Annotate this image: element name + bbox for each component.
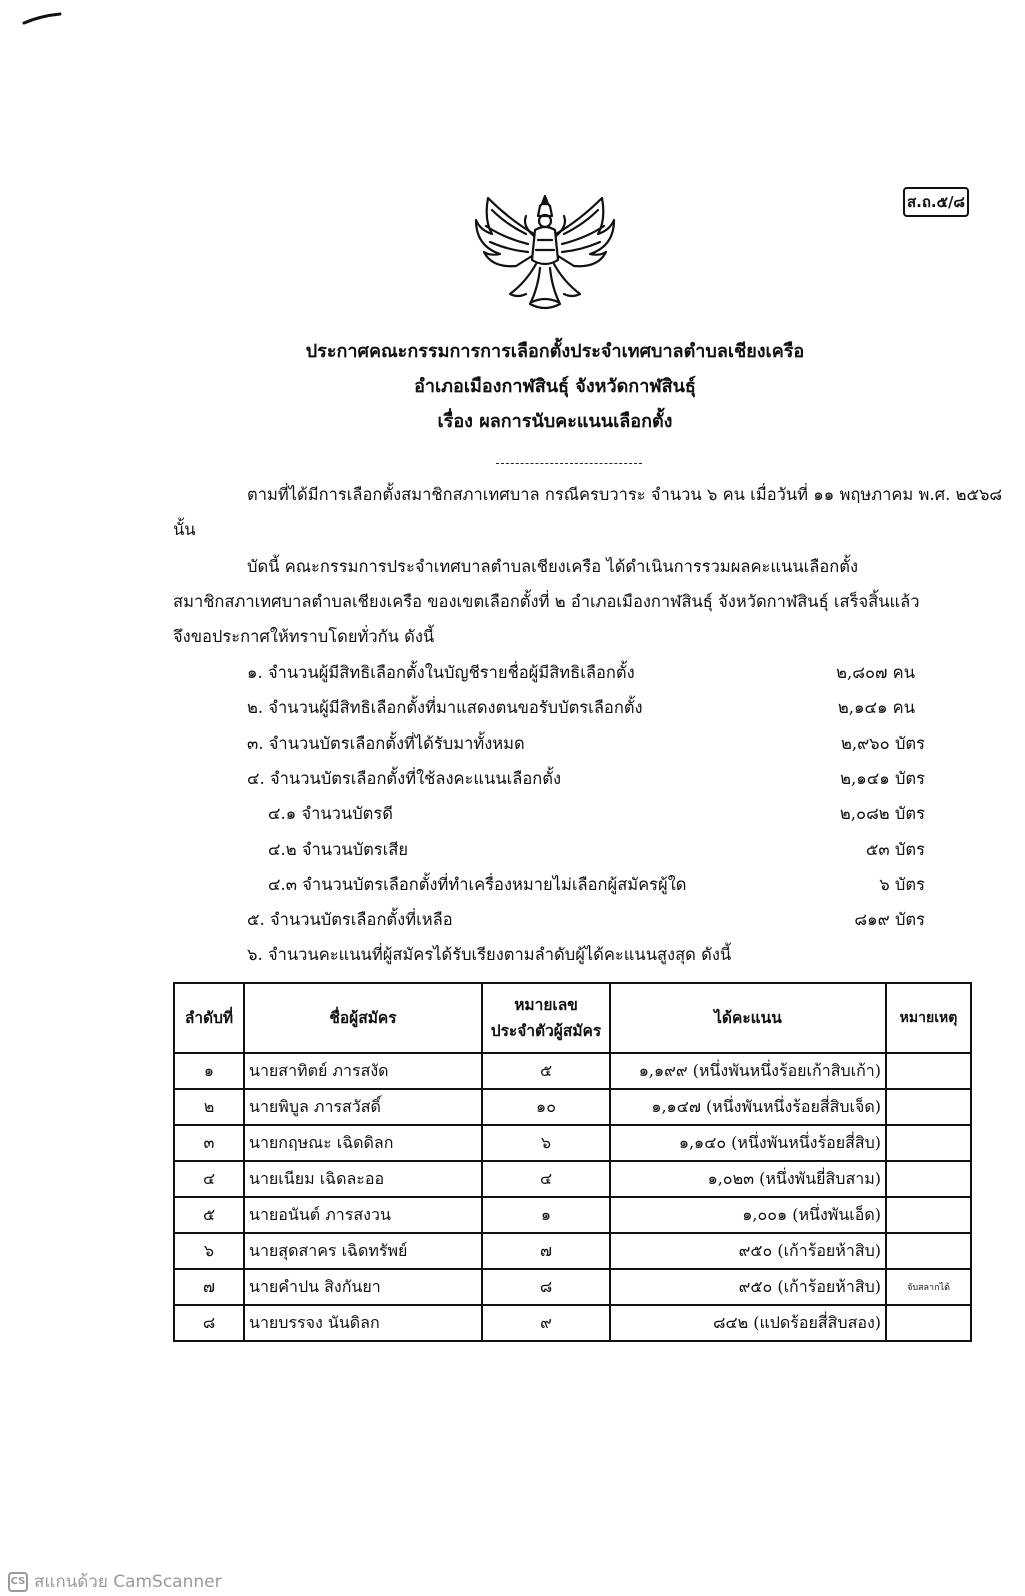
cell-score: ๑,๑๙๙ (หนึ่งพันหนึ่งร้อยเก้าสิบเก้า)	[610, 1053, 886, 1089]
header-score: ได้คะแนน	[610, 983, 886, 1053]
cell-score: ๘๔๒ (แปดร้อยสี่สิบสอง)	[610, 1305, 886, 1341]
cell-number: ๑	[482, 1197, 610, 1233]
stat-value: ๕๓ บัตร	[865, 840, 925, 859]
header-number	[482, 983, 610, 1053]
cell-number: ๑๐	[482, 1089, 610, 1125]
stat-value: ๘๑๙ บัตร	[854, 910, 925, 929]
cell-rank: ๖	[174, 1233, 244, 1269]
table-intro: ๖. จำนวนคะแนนที่ผู้สมัครได้รับเรียงตามลำดับผู้ได้คะแนนสูงสุด ดังนี้	[247, 945, 732, 964]
cell-name: นายพิบูล ภารสวัสดิ์	[244, 1089, 482, 1125]
table-row	[174, 1125, 971, 1161]
cell-name: นายสุดสาคร เฉิดทรัพย์	[244, 1233, 482, 1269]
cell-score: ๑,๐๒๓ (หนึ่งพันยี่สิบสาม)	[610, 1161, 886, 1197]
stat-label: ๔. จำนวนบัตรเลือกตั้งที่ใช้ลงคะแนนเลือกตั้ง	[247, 769, 562, 788]
cell-number: ๖	[482, 1125, 610, 1161]
stat-value: ๒,๐๘๒ บัตร	[839, 804, 925, 823]
paragraph-2-line-3: จึงขอประกาศให้ทราบโดยทั่วกัน ดังนี้	[173, 627, 435, 646]
paragraph-2-line-1: บัดนี้ คณะกรรมการประจำเทศบาลตำบลเชียงเครือ ได้ดำเนินการรวมผลคะแนนเลือกตั้ง	[247, 557, 859, 576]
stat-label: ๔.๒ จำนวนบัตรเสีย	[268, 840, 409, 859]
table-header-row	[174, 983, 971, 1053]
stat-label: ๔.๓ จำนวนบัตรเลือกตั้งที่ทำเครื่องหมายไม่เลือกผู้สมัครผู้ใด	[268, 875, 687, 894]
header-note: หมายเหตุ	[886, 983, 971, 1053]
cell-rank: ๑	[174, 1053, 244, 1089]
cell-rank: ๗	[174, 1269, 244, 1305]
cell-rank: ๔	[174, 1161, 244, 1197]
cell-note: จับสลากได้	[886, 1269, 971, 1305]
cell-note	[886, 1125, 971, 1161]
paragraph-1-line-2: นั้น	[173, 520, 196, 539]
cell-note	[886, 1233, 971, 1269]
cell-score: ๙๕๐ (เก้าร้อยห้าสิบ)	[610, 1269, 886, 1305]
header-name: ชื่อผู้สมัคร	[244, 983, 482, 1053]
cell-rank: ๓	[174, 1125, 244, 1161]
cell-rank: ๘	[174, 1305, 244, 1341]
results-table	[173, 982, 972, 1342]
header-rank: ลำดับที่	[174, 983, 244, 1053]
table-row	[174, 1305, 971, 1341]
heading-line-1: ประกาศคณะกรรมการการเลือกตั้งประจำเทศบาลตำบลเชียงเครือ	[305, 341, 805, 362]
heading-divider	[496, 463, 642, 464]
cell-score: ๑,๑๔๗ (หนึ่งพันหนึ่งร้อยสี่สิบเจ็ด)	[610, 1089, 886, 1125]
cell-score: ๑,๐๐๑ (หนึ่งพันเอ็ด)	[610, 1197, 886, 1233]
cell-score: ๑,๑๔๐ (หนึ่งพันหนึ่งร้อยสี่สิบ)	[610, 1125, 886, 1161]
cell-note	[886, 1161, 971, 1197]
camscanner-icon: CS	[8, 1572, 28, 1592]
stat-label: ๒. จำนวนผู้มีสิทธิเลือกตั้งที่มาแสดงตนขอรับบัตรเลือกตั้ง	[247, 698, 643, 717]
stat-label: ๑. จำนวนผู้มีสิทธิเลือกตั้งในบัญชีรายชื่อผู้มีสิทธิเลือกตั้ง	[247, 663, 635, 682]
table-row	[174, 1161, 971, 1197]
cell-number: ๙	[482, 1305, 610, 1341]
paragraph-2-line-2: สมาชิกสภาเทศบาลตำบลเชียงเครือ ของเขตเลือกตั้งที่ ๒ อำเภอเมืองกาฬสินธุ์ จังหวัดกาฬสินธุ์ เสร็จสิ้นแล้ว	[173, 592, 920, 611]
stat-value: ๒,๑๔๑ บัตร	[840, 769, 925, 788]
cell-name: นายอนันต์ ภารสงวน	[244, 1197, 482, 1233]
table-row	[174, 1053, 971, 1089]
header-number-line-2: ประจำตัวผู้สมัคร	[490, 1022, 602, 1040]
cell-rank: ๕	[174, 1197, 244, 1233]
stat-value: ๖ บัตร	[879, 875, 925, 894]
stat-label: ๓. จำนวนบัตรเลือกตั้งที่ได้รับมาทั้งหมด	[247, 734, 525, 753]
camscanner-watermark	[8, 1568, 222, 1595]
cell-number: ๘	[482, 1269, 610, 1305]
garuda-emblem-icon	[470, 190, 620, 315]
cell-number: ๕	[482, 1053, 610, 1089]
pen-mark	[22, 10, 62, 26]
cell-name: นายสาทิตย์ ภารสงัด	[244, 1053, 482, 1089]
cell-note	[886, 1305, 971, 1341]
paragraph-1-line-1: ตามที่ได้มีการเลือกตั้งสมาชิกสภาเทศบาล กรณีครบวาระ จำนวน ๖ คน เมื่อวันที่ ๑๑ พฤษภาคม พ.ศ. ๒๕๖๘	[247, 485, 1003, 504]
cell-rank: ๒	[174, 1089, 244, 1125]
form-code-box: ส.ถ.๕/๘	[903, 187, 969, 217]
stat-value: ๒,๘๐๗ คน	[836, 663, 915, 682]
cell-note	[886, 1053, 971, 1089]
stat-label: ๕. จำนวนบัตรเลือกตั้งที่เหลือ	[247, 910, 453, 929]
cell-number: ๔	[482, 1161, 610, 1197]
cell-number: ๗	[482, 1233, 610, 1269]
stat-value: ๒,๑๔๑ คน	[837, 698, 915, 717]
cell-name: นายเนียม เฉิดละออ	[244, 1161, 482, 1197]
table-row	[174, 1233, 971, 1269]
camscanner-text: สแกนด้วย CamScanner	[34, 1572, 222, 1592]
heading-line-3: เรื่อง ผลการนับคะแนนเลือกตั้ง	[437, 411, 673, 432]
stat-label: ๔.๑ จำนวนบัตรดี	[268, 804, 393, 823]
cell-name: นายบรรจง นันดิลก	[244, 1305, 482, 1341]
cell-name: นายกฤษณะ เฉิดดิลก	[244, 1125, 482, 1161]
cell-note	[886, 1197, 971, 1233]
header-number-line-1: หมายเลข	[514, 996, 578, 1014]
cell-note	[886, 1089, 971, 1125]
table-row	[174, 1197, 971, 1233]
table-row	[174, 1089, 971, 1125]
stat-value: ๒,๙๖๐ บัตร	[840, 734, 925, 753]
cell-score: ๙๕๐ (เก้าร้อยห้าสิบ)	[610, 1233, 886, 1269]
table-row	[174, 1269, 971, 1305]
cell-name: นายคำปน สิงกันยา	[244, 1269, 482, 1305]
heading-line-2: อำเภอเมืองกาฬสินธุ์ จังหวัดกาฬสินธุ์	[414, 376, 696, 397]
